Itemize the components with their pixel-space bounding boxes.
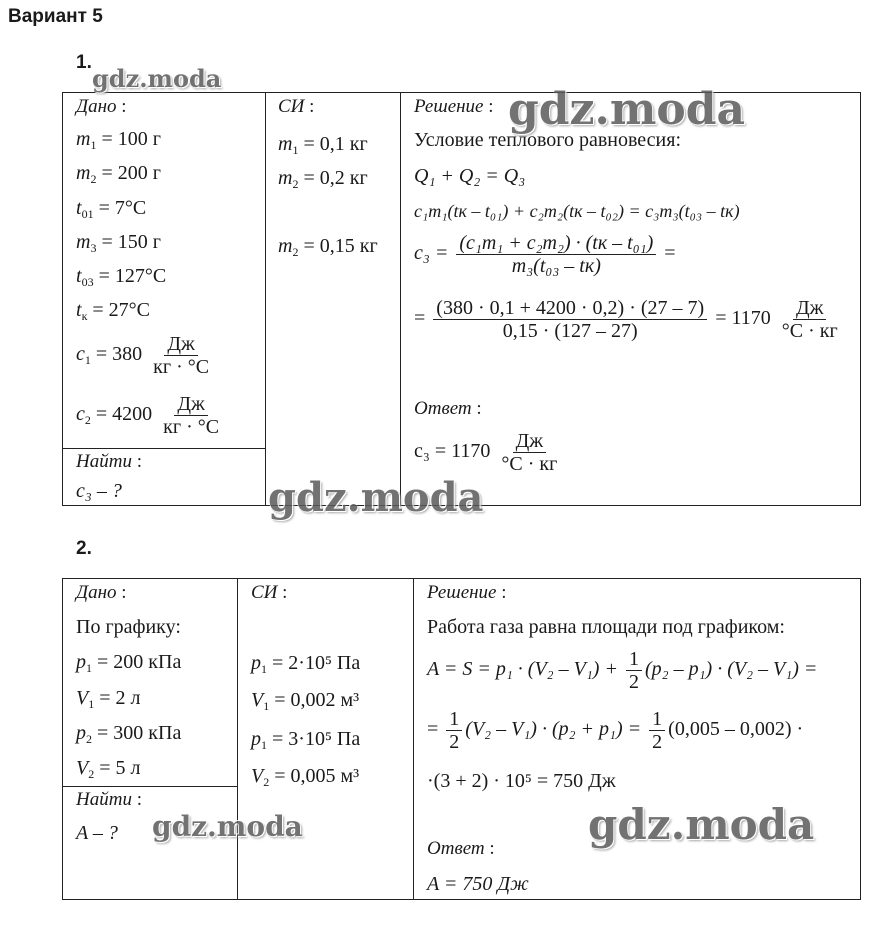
task1-eq-heat-balance: Q₁ + Q₂ = Q₃	[414, 165, 526, 187]
task2-si-p1: $p_1 = 2\cdot 10^5$ Па	[251, 652, 361, 676]
task1-find-header: Найти :	[76, 451, 142, 472]
task2-si-header: СИ :	[251, 582, 288, 603]
task1-eq-c3-formula: c₃ = $\frac{\text{(c₁m₁ + c₂m₂) · (tк – t₀₁)}}{\text{m₃(t₀₃ – tк)}}$ =	[414, 232, 676, 277]
task2-eq-result: ·(3 + 2) · 10⁵ = 750 Дж	[427, 770, 616, 792]
task2-divider-2	[413, 578, 414, 900]
task2-find-header: Найти :	[76, 789, 142, 810]
task1-answer-value: c₃ = 1170 $\frac{Дж}{^\circ C \cdot кг}$	[414, 430, 558, 475]
watermark: gdz.moda	[588, 800, 815, 849]
task1-given-c2: $c_2 = 4200$ $\frac{Дж}{кг \cdot ^\circ C}$	[76, 393, 220, 438]
task2-given-p1: $p_1 = 200$ кПа	[76, 651, 182, 675]
task2-find-divider	[62, 786, 238, 787]
task2-given-p2: $p_2 = 300$ кПа	[76, 722, 182, 746]
task1-eq-c3-numeric: = $\frac{(380 \cdot 0,1 + 4200 \cdot 0,2) \cdot (27 - 7)}{0,15 \cdot (127 - 27)}$ = 1170 $\frac{Дж}{^\circ C \cdot кг}$	[414, 297, 838, 342]
task1-given-tk: $t_к = 27^\circ C$	[76, 299, 151, 323]
watermark: gdz.moda	[92, 64, 222, 93]
task1-si-m1: $m_1 = 0,1$ кг	[278, 133, 368, 157]
watermark: gdz.moda	[152, 810, 303, 843]
task1-si-header: СИ :	[278, 96, 315, 117]
page-title: Вариант 5	[8, 6, 103, 27]
task2-eq-work-area: A = S = p₁ · (V₂ – V₁) + $\frac{1}{2}$ (p₂ – p₁) · (V₂ – V₁) =	[427, 648, 818, 693]
task2-solution-text: Работа газа равна площади под графиком:	[427, 616, 785, 638]
task1-divider-2	[400, 92, 401, 506]
watermark: gdz.moda	[268, 474, 484, 521]
task2-si-p2: $p_1 = 3\cdot 10^5$ Па	[251, 728, 361, 752]
task2-answer-value: A = 750 Дж	[427, 873, 529, 895]
task1-solution-text: Условие теплового равновесия:	[414, 129, 682, 151]
task1-given-m2: $m_2 = 200$ г	[76, 162, 161, 186]
task2-divider-1	[237, 578, 238, 900]
task2-given-v2: $V_2 = 5$ л	[76, 757, 141, 781]
task1-find-divider	[62, 448, 266, 449]
task2-solution-header: Решение :	[427, 582, 507, 603]
task2-given-header: Дано :	[76, 582, 127, 603]
task1-find-value: c₃ – ?	[76, 480, 122, 502]
task2-answer-header: Ответ :	[427, 838, 495, 859]
task1-given-t01: $t_{01} = 7^\circ C$	[76, 197, 147, 221]
task2-number: 2.	[76, 538, 92, 559]
task2-si-v2: $V_2 = 0,005$ м³	[251, 765, 360, 789]
task1-divider-1	[265, 92, 266, 506]
task1-given-header: Дано :	[76, 96, 127, 117]
task1-solution-header: Решение :	[414, 96, 494, 117]
task1-si-m2: $m_2 = 0,2$ кг	[278, 167, 368, 191]
task2-given-v1: $V_1 = 2$ л	[76, 687, 141, 711]
task2-eq-simplified: = $\frac{1}{2}$ (V₂ – V₁) · (p₂ + p₁) = $\frac{1}{2}$ (0,005 – 0,002) ·	[427, 708, 804, 753]
task1-si-m3: $m_2 = 0,15$ кг	[278, 235, 378, 259]
task1-given-c1: $c_1 = 380$ $\frac{Дж}{кг \cdot ^\circ C}$	[76, 333, 210, 378]
task1-answer-header: Ответ :	[414, 398, 482, 419]
watermark: gdz.moda	[508, 84, 746, 135]
task1-eq-expanded: c₁m₁(tк – t₀₁) + c₂m₂(tк – t₀₂) = c₃m₃(t₀₃ – tк)	[414, 201, 740, 221]
task1-number: 1.	[76, 52, 92, 73]
task2-si-v1: $V_1 = 0,002$ м³	[251, 689, 360, 713]
task2-given-by-graph: По графику:	[76, 616, 181, 638]
task1-given-m3: $m_3 = 150$ г	[76, 231, 161, 255]
task2-find-value: A – ?	[76, 822, 118, 844]
task1-given-m1: $m_1 = 100$ г	[76, 128, 161, 152]
task1-given-t03: $t_{03} = 127^\circ C$	[76, 265, 167, 289]
